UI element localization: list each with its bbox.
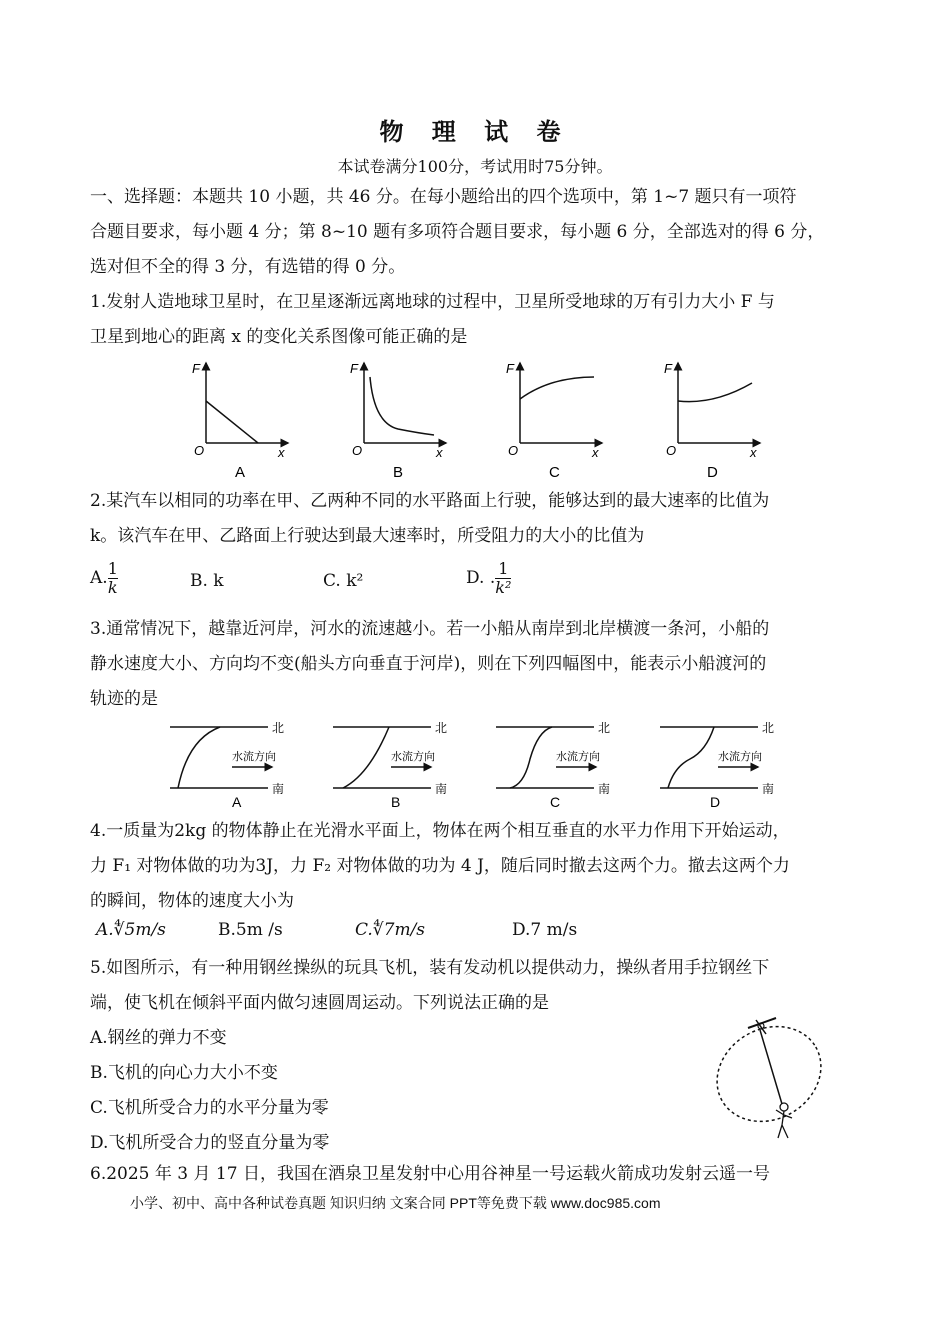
graph-a <box>192 361 288 481</box>
section-intro-line-2: 合题目要求，每小题 4 分；第 8~10 题有多项符合题目要求，每小题 6 分，全部选对的得 6 分， <box>90 222 825 242</box>
diagram-label: B <box>391 794 401 810</box>
question-2-option-b: B. k <box>190 571 224 591</box>
question-3-line-1: 3.通常情况下，越靠近河岸，河水的流速越小。若一小船从南岸到北岸横渡一条河，小船的 <box>90 619 770 639</box>
south-label: 南 <box>762 782 775 796</box>
south-label: 南 <box>598 782 611 796</box>
question-4-option-a: A.∜5m/s <box>96 920 166 940</box>
question-5-option-c: C.飞机所受合力的水平分量为零 <box>90 1098 329 1118</box>
north-label: 北 <box>435 721 448 735</box>
numerator: 1 <box>107 559 118 578</box>
flow-label: 水流方向 <box>556 751 600 763</box>
diagram-label: D <box>710 794 721 810</box>
question-4-line-2: 力 F₁ 对物体做的功为3J，力 F₂ 对物体做的功为 4 J，随后同时撤去这两个力。撤去这两个力 <box>90 856 790 876</box>
question-2-option-c: C. k² <box>323 571 364 591</box>
origin-label: O <box>194 443 205 458</box>
operator-figure-icon <box>776 1103 792 1138</box>
flow-label: 水流方向 <box>232 751 276 763</box>
question-1-line-2: 卫星到地心的距离 x 的变化关系图像可能正确的是 <box>90 327 468 347</box>
graph-label: B <box>393 464 404 481</box>
footer-watermark: 小学、初中、高中各种试卷真题 知识归纳 文案合同 PPT等免费下载 www.doc985.com <box>130 1195 661 1211</box>
question-4-option-b: B.5m /s <box>218 920 283 940</box>
question-4-option-d: D.7 m/s <box>512 920 578 940</box>
north-label: 北 <box>762 721 775 735</box>
x-axis-label: x <box>436 445 443 460</box>
diagram-label: C <box>550 794 561 810</box>
question-2-option-d <box>466 560 511 597</box>
numerator: 1 <box>498 559 509 578</box>
circular-path <box>700 1010 838 1140</box>
y-axis-label: F <box>192 361 200 376</box>
south-label: 南 <box>272 782 285 796</box>
question-5-line-2: 端，使飞机在倾斜平面内做匀速圆周运动。下列说法正确的是 <box>90 993 549 1013</box>
question-1-graphs <box>180 355 780 485</box>
graph-c <box>506 361 602 481</box>
x-axis-label: x <box>750 445 757 460</box>
flow-label: 水流方向 <box>718 751 762 763</box>
river-diagram-a <box>170 721 284 810</box>
question-1-line-1: 1.发射人造地球卫星时，在卫星逐渐远离地球的过程中，卫星所受地球的万有引力大小 F 与 <box>90 292 775 312</box>
option-prefix: A. <box>90 568 108 588</box>
river-diagram-c <box>496 721 610 810</box>
origin-label: O <box>666 443 677 458</box>
question-2-line-2: k。该汽车在甲、乙路面上行驶达到最大速率时，所受阻力的大小的比值为 <box>90 526 645 546</box>
south-label: 南 <box>435 782 448 796</box>
fraction <box>108 560 118 597</box>
fraction <box>495 560 511 597</box>
question-4-option-c: C.∜7m/s <box>355 920 426 940</box>
question-2-line-1: 2.某汽车以相同的功率在甲、乙两种不同的水平路面上行驶，能够达到的最大速率的比值为 <box>90 491 770 511</box>
steel-wire <box>760 1030 782 1104</box>
graph-label: A <box>235 464 246 481</box>
y-axis-label: F <box>664 361 672 376</box>
question-3-line-3: 轨迹的是 <box>90 689 158 709</box>
question-5-option-a: A.钢丝的弹力不变 <box>90 1028 227 1048</box>
flow-label: 水流方向 <box>391 751 435 763</box>
option-prefix: D. . <box>466 568 496 588</box>
y-axis-label: F <box>350 361 358 376</box>
question-3-river-diagrams <box>160 715 800 815</box>
graph-d <box>664 361 760 481</box>
graph-b <box>350 361 446 481</box>
exam-instructions: 本试卷满分100分，考试用时75分钟。 <box>337 157 613 176</box>
north-label: 北 <box>598 721 611 735</box>
x-axis-label: x <box>278 445 285 460</box>
question-5-option-b: B.飞机的向心力大小不变 <box>90 1063 278 1083</box>
river-diagram-d <box>660 721 774 810</box>
graph-label: D <box>707 464 718 481</box>
x-axis-label: x <box>592 445 599 460</box>
question-4-line-1: 4.一质量为2kg 的物体静止在光滑水平面上，物体在两个相互垂直的水平力作用下开始运动， <box>90 821 790 841</box>
question-4-line-3: 的瞬间，物体的速度大小为 <box>90 891 294 911</box>
section-intro-line-3: 选对但不全的得 3 分，有选错的得 0 分。 <box>90 257 406 277</box>
question-2-option-a <box>90 560 118 597</box>
question-5-toy-plane-figure <box>700 1010 840 1145</box>
section-intro-line-1: 一、选择题：本题共 10 小题，共 46 分。在每小题给出的四个选项中，第 1~7 题只有一项符 <box>90 187 797 207</box>
graph-label: C <box>549 464 560 481</box>
diagram-label: A <box>232 794 242 810</box>
origin-label: O <box>508 443 519 458</box>
page-title: 物 理 试 卷 <box>379 117 571 146</box>
y-axis-label: F <box>506 361 514 376</box>
origin-label: O <box>352 443 363 458</box>
question-5-line-1: 5.如图所示，有一种用钢丝操纵的玩具飞机，装有发动机以提供动力，操纵者用手拉钢丝下 <box>90 958 770 978</box>
denominator: k² <box>495 578 512 597</box>
north-label: 北 <box>272 721 285 735</box>
question-6-line-1: 6.2025 年 3 月 17 日，我国在酒泉卫星发射中心用谷神星一号运载火箭成功发射云遥一号 <box>90 1164 770 1184</box>
question-3-line-2: 静水速度大小、方向均不变(船头方向垂直于河岸)，则在下列四幅图中，能表示小船渡河的 <box>90 654 767 674</box>
denominator: k <box>107 578 118 597</box>
river-diagram-b <box>333 721 447 810</box>
question-5-option-d: D.飞机所受合力的竖直分量为零 <box>90 1133 330 1153</box>
